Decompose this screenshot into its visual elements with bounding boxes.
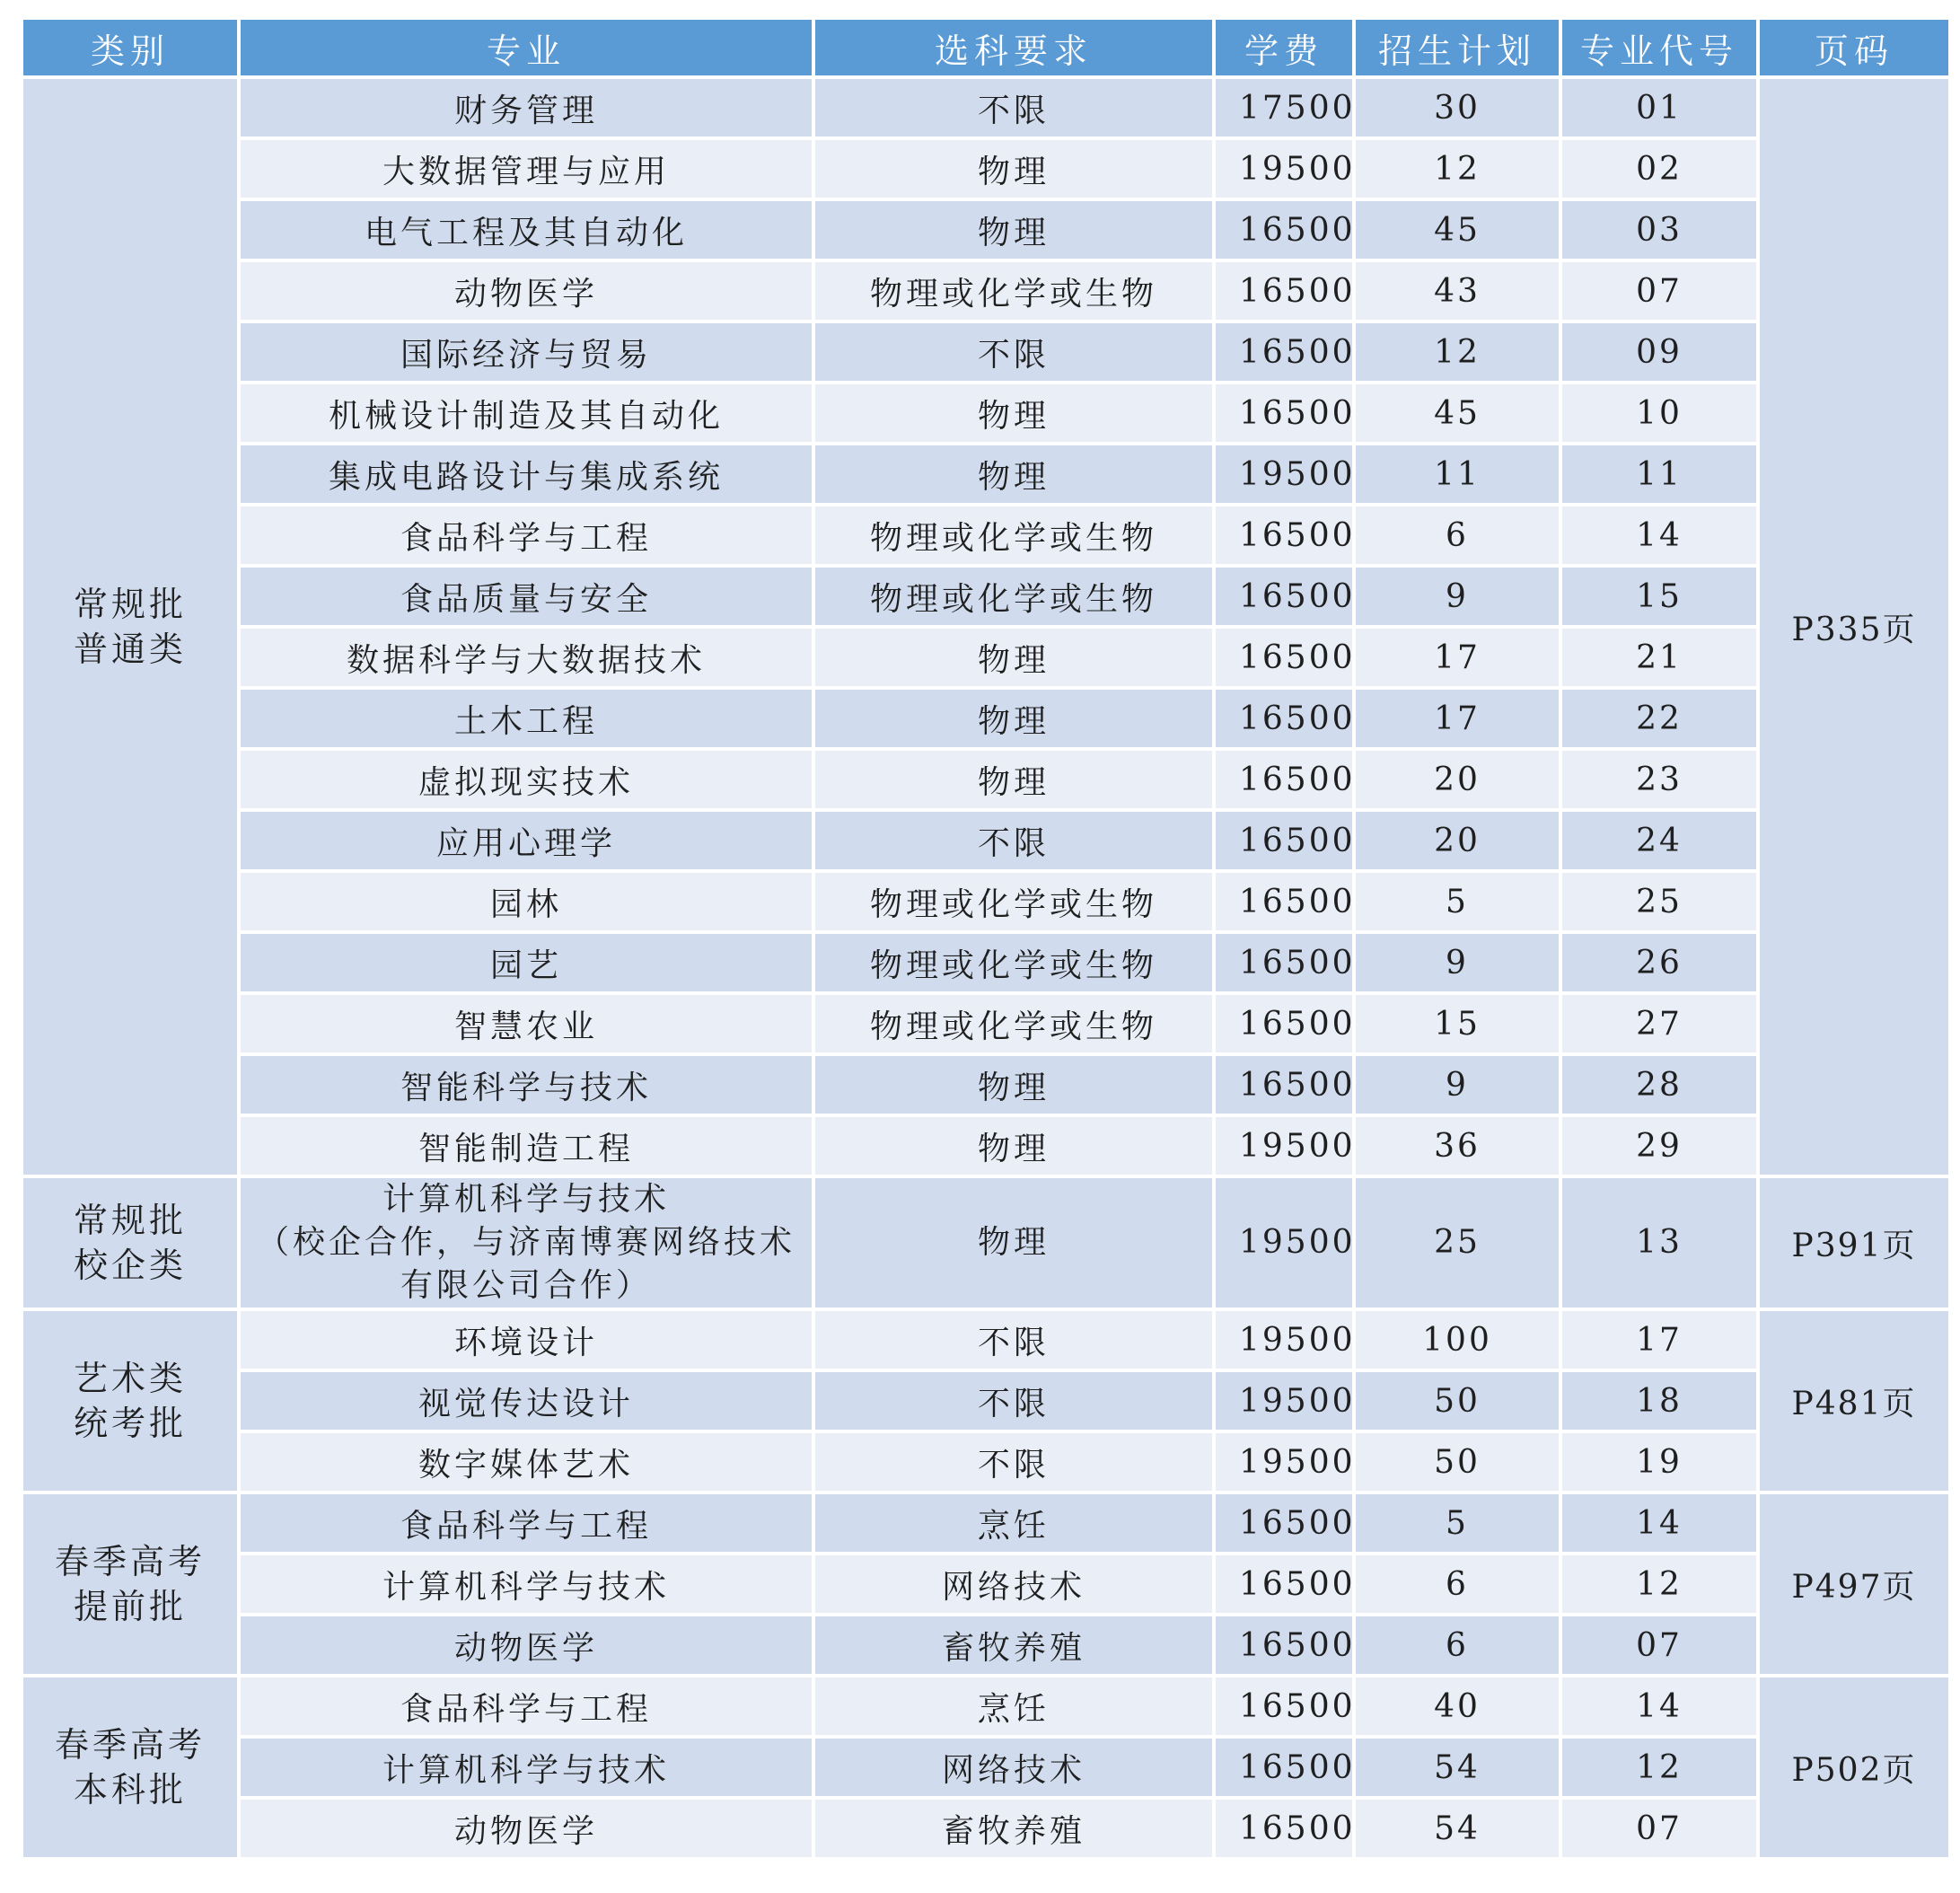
table-row <box>23 201 1948 259</box>
tuition-cell: 19500 <box>1216 140 1352 198</box>
enrollment-plan-cell: 100 <box>1356 1311 1559 1369</box>
subject-requirement-cell: 物理 <box>815 751 1212 808</box>
major-cell <box>241 201 812 259</box>
table-row <box>23 323 1948 381</box>
category-cell <box>23 1311 237 1491</box>
major-name-line: 动物医学 <box>453 1812 598 1850</box>
major-cell <box>241 812 812 869</box>
major-name-line: 智能制造工程 <box>417 1130 634 1167</box>
major-code-cell: 11 <box>1562 445 1756 503</box>
table-row <box>23 568 1948 625</box>
subject-requirement-cell: 网络技术 <box>815 1555 1212 1613</box>
page-number-cell: P335页 <box>1760 79 1948 1175</box>
major-code-cell: 14 <box>1562 506 1756 564</box>
subject-requirement-cell: 畜牧养殖 <box>815 1616 1212 1674</box>
enrollment-plan-cell: 36 <box>1356 1117 1559 1175</box>
subject-requirement-cell: 物理或化学或生物 <box>815 995 1212 1052</box>
category-label-line: 提前批 <box>73 1587 187 1626</box>
enrollment-plan-cell: 11 <box>1356 445 1559 503</box>
major-cell <box>241 140 812 198</box>
table-row <box>23 1178 1948 1307</box>
table-row <box>23 1311 1948 1369</box>
subject-requirement-cell: 不限 <box>815 323 1212 381</box>
major-name-line: 国际经济与贸易 <box>400 336 652 374</box>
major-name-line: 智能科学与技术 <box>400 1069 652 1106</box>
category-label-line: 统考批 <box>73 1404 187 1443</box>
subject-requirement-cell: 网络技术 <box>815 1739 1212 1796</box>
category-cell <box>23 1178 237 1307</box>
major-cell <box>241 1800 812 1857</box>
major-name-line: 数据科学与大数据技术 <box>346 641 706 679</box>
enrollment-plan-cell: 15 <box>1356 995 1559 1052</box>
subject-requirement-cell: 物理或化学或生物 <box>815 934 1212 991</box>
major-name-line: 集成电路设计与集成系统 <box>328 458 724 496</box>
major-code-cell: 19 <box>1562 1433 1756 1491</box>
major-code-cell: 27 <box>1562 995 1756 1052</box>
tuition-cell: 16500 <box>1216 201 1352 259</box>
enrollment-plan-cell: 9 <box>1356 934 1559 991</box>
enrollment-plan-cell: 20 <box>1356 751 1559 808</box>
major-code-cell: 02 <box>1562 140 1756 198</box>
enrollment-plan-cell: 6 <box>1356 1555 1559 1613</box>
major-name-line: 园林 <box>489 885 562 923</box>
enrollment-plan-cell: 6 <box>1356 506 1559 564</box>
major-cell <box>241 873 812 930</box>
tuition-cell: 19500 <box>1216 1433 1352 1491</box>
tuition-cell: 16500 <box>1216 323 1352 381</box>
major-code-cell: 24 <box>1562 812 1756 869</box>
subject-requirement-cell: 物理或化学或生物 <box>815 568 1212 625</box>
tuition-cell: 19500 <box>1216 1372 1352 1430</box>
table-row <box>23 1372 1948 1430</box>
tuition-cell: 16500 <box>1216 1494 1352 1552</box>
major-name-line: 土木工程 <box>453 702 598 740</box>
major-code-cell: 07 <box>1562 1800 1756 1857</box>
page-number-cell: P497页 <box>1760 1494 1948 1674</box>
major-name-line: 动物医学 <box>453 1629 598 1667</box>
table-row <box>23 1555 1948 1613</box>
enrollment-plan-cell: 5 <box>1356 873 1559 930</box>
tuition-cell: 16500 <box>1216 1677 1352 1735</box>
enrollment-plan-cell: 17 <box>1356 629 1559 686</box>
major-code-cell: 26 <box>1562 934 1756 991</box>
major-code-cell: 13 <box>1562 1178 1756 1307</box>
subject-requirement-cell: 烹饪 <box>815 1677 1212 1735</box>
category-cell <box>23 1494 237 1674</box>
enrollment-table-container <box>20 16 1948 1861</box>
tuition-cell: 19500 <box>1216 1117 1352 1175</box>
enrollment-plan-cell: 50 <box>1356 1372 1559 1430</box>
major-name-line: 有限公司合作） <box>400 1267 652 1304</box>
tuition-cell: 19500 <box>1216 1178 1352 1307</box>
table-row <box>23 79 1948 136</box>
major-name-line: 视觉传达设计 <box>417 1385 634 1422</box>
header-row <box>23 20 1948 75</box>
table-row <box>23 751 1948 808</box>
major-code-cell: 10 <box>1562 384 1756 442</box>
enrollment-plan-cell: 54 <box>1356 1800 1559 1857</box>
major-cell <box>241 568 812 625</box>
category-cell <box>23 79 237 1175</box>
major-cell <box>241 1433 812 1491</box>
tuition-cell: 16500 <box>1216 751 1352 808</box>
major-cell <box>241 629 812 686</box>
tuition-cell: 16500 <box>1216 934 1352 991</box>
major-name-line: 大数据管理与应用 <box>382 153 670 190</box>
major-code-cell: 12 <box>1562 1555 1756 1613</box>
subject-requirement-cell: 物理或化学或生物 <box>815 262 1212 320</box>
major-cell <box>241 1178 812 1307</box>
major-cell <box>241 323 812 381</box>
major-cell <box>241 1372 812 1430</box>
tuition-cell: 16500 <box>1216 812 1352 869</box>
subject-requirement-cell: 物理 <box>815 1178 1212 1307</box>
category-label-line: 春季高考 <box>54 1542 206 1581</box>
major-cell <box>241 506 812 564</box>
major-name-line: 计算机科学与技术 <box>382 1751 670 1789</box>
major-code-cell: 28 <box>1562 1056 1756 1114</box>
subject-requirement-cell: 不限 <box>815 1311 1212 1369</box>
major-code-cell: 21 <box>1562 629 1756 686</box>
major-code-cell: 14 <box>1562 1677 1756 1735</box>
major-name-line: 动物医学 <box>453 275 598 313</box>
enrollment-plan-cell: 45 <box>1356 201 1559 259</box>
tuition-cell: 16500 <box>1216 1056 1352 1114</box>
enrollment-plan-cell: 30 <box>1356 79 1559 136</box>
tuition-cell: 17500 <box>1216 79 1352 136</box>
table-row <box>23 262 1948 320</box>
subject-requirement-cell: 物理 <box>815 690 1212 747</box>
major-name-line: 计算机科学与技术 <box>382 1181 670 1218</box>
major-cell <box>241 384 812 442</box>
major-name-line: 环境设计 <box>453 1324 598 1361</box>
major-cell <box>241 262 812 320</box>
major-code-cell: 17 <box>1562 1311 1756 1369</box>
table-row <box>23 812 1948 869</box>
major-name-line: 智慧农业 <box>453 1008 598 1045</box>
major-name-line: 虚拟现实技术 <box>417 763 634 801</box>
major-cell <box>241 995 812 1052</box>
major-code-cell: 03 <box>1562 201 1756 259</box>
page-number-cell: P502页 <box>1760 1677 1948 1857</box>
major-code-cell: 09 <box>1562 323 1756 381</box>
major-cell <box>241 1117 812 1175</box>
major-cell <box>241 445 812 503</box>
major-cell <box>241 751 812 808</box>
major-name-line: 数字媒体艺术 <box>417 1446 634 1484</box>
major-name-line: 财务管理 <box>453 92 598 129</box>
header-tuition: 学费 <box>1216 20 1352 75</box>
tuition-cell: 16500 <box>1216 1739 1352 1796</box>
tuition-cell: 19500 <box>1216 1311 1352 1369</box>
tuition-cell: 16500 <box>1216 995 1352 1052</box>
table-row <box>23 690 1948 747</box>
major-code-cell: 23 <box>1562 751 1756 808</box>
major-cell <box>241 1555 812 1613</box>
header-major: 专业 <box>241 20 812 75</box>
table-row <box>23 1117 1948 1175</box>
major-name-line: 食品质量与安全 <box>400 580 652 618</box>
major-code-cell: 29 <box>1562 1117 1756 1175</box>
table-row <box>23 873 1948 930</box>
header-enrollment-plan: 招生计划 <box>1356 20 1559 75</box>
major-cell <box>241 1311 812 1369</box>
major-cell <box>241 1677 812 1735</box>
major-code-cell: 12 <box>1562 1739 1756 1796</box>
category-cell <box>23 1677 237 1857</box>
subject-requirement-cell: 物理 <box>815 201 1212 259</box>
major-code-cell: 07 <box>1562 1616 1756 1674</box>
subject-requirement-cell: 物理 <box>815 1056 1212 1114</box>
category-label-line: 本科批 <box>73 1770 187 1809</box>
table-row <box>23 1433 1948 1491</box>
page-number-cell: P481页 <box>1760 1311 1948 1491</box>
enrollment-plan-cell: 54 <box>1356 1739 1559 1796</box>
enrollment-plan-cell: 5 <box>1356 1494 1559 1552</box>
major-name-line: 食品科学与工程 <box>400 519 652 557</box>
major-code-cell: 01 <box>1562 79 1756 136</box>
major-code-cell: 14 <box>1562 1494 1756 1552</box>
subject-requirement-cell: 物理 <box>815 1117 1212 1175</box>
enrollment-plan-cell: 9 <box>1356 1056 1559 1114</box>
major-name-line: 食品科学与工程 <box>400 1690 652 1728</box>
subject-requirement-cell: 烹饪 <box>815 1494 1212 1552</box>
major-code-cell: 07 <box>1562 262 1756 320</box>
table-row <box>23 1616 1948 1674</box>
table-body <box>23 79 1948 1857</box>
major-cell <box>241 690 812 747</box>
header-major-code: 专业代号 <box>1562 20 1756 75</box>
table-row <box>23 140 1948 198</box>
table-row <box>23 1739 1948 1796</box>
subject-requirement-cell: 物理 <box>815 629 1212 686</box>
table-row <box>23 1677 1948 1735</box>
header-page-number: 页码 <box>1760 20 1948 75</box>
table-row <box>23 445 1948 503</box>
category-label-line: 艺术类 <box>73 1359 187 1398</box>
enrollment-plan-cell: 6 <box>1356 1616 1559 1674</box>
major-name-line: 机械设计制造及其自动化 <box>328 397 724 435</box>
subject-requirement-cell: 不限 <box>815 1433 1212 1491</box>
major-cell <box>241 1056 812 1114</box>
major-code-cell: 25 <box>1562 873 1756 930</box>
major-code-cell: 22 <box>1562 690 1756 747</box>
major-code-cell: 18 <box>1562 1372 1756 1430</box>
table-row <box>23 384 1948 442</box>
category-label-line: 校企类 <box>73 1246 187 1285</box>
table-row <box>23 1800 1948 1857</box>
subject-requirement-cell: 物理 <box>815 140 1212 198</box>
category-label-line: 常规批 <box>73 585 187 624</box>
tuition-cell: 16500 <box>1216 690 1352 747</box>
tuition-cell: 16500 <box>1216 1555 1352 1613</box>
enrollment-plan-cell: 43 <box>1356 262 1559 320</box>
major-code-cell: 15 <box>1562 568 1756 625</box>
table-row <box>23 1494 1948 1552</box>
major-cell <box>241 1494 812 1552</box>
table-row <box>23 995 1948 1052</box>
enrollment-plan-cell: 20 <box>1356 812 1559 869</box>
header-category: 类别 <box>23 20 237 75</box>
subject-requirement-cell: 物理或化学或生物 <box>815 506 1212 564</box>
enrollment-table <box>20 16 1952 1861</box>
table-row <box>23 1056 1948 1114</box>
enrollment-plan-cell: 12 <box>1356 140 1559 198</box>
major-name-line: 电气工程及其自动化 <box>364 214 688 251</box>
tuition-cell: 16500 <box>1216 1616 1352 1674</box>
tuition-cell: 19500 <box>1216 445 1352 503</box>
major-name-line: 应用心理学 <box>435 824 616 862</box>
major-name-line: 食品科学与工程 <box>400 1507 652 1545</box>
tuition-cell: 16500 <box>1216 384 1352 442</box>
subject-requirement-cell: 物理或化学或生物 <box>815 873 1212 930</box>
enrollment-plan-cell: 12 <box>1356 323 1559 381</box>
enrollment-plan-cell: 45 <box>1356 384 1559 442</box>
major-cell <box>241 1739 812 1796</box>
subject-requirement-cell: 不限 <box>815 79 1212 136</box>
subject-requirement-cell: 不限 <box>815 812 1212 869</box>
major-name-line: 园艺 <box>489 946 562 984</box>
major-name-line: （校企合作，与济南博赛网络技术 <box>256 1224 795 1261</box>
tuition-cell: 16500 <box>1216 873 1352 930</box>
category-label-line: 春季高考 <box>54 1725 206 1765</box>
major-cell <box>241 934 812 991</box>
subject-requirement-cell: 物理 <box>815 445 1212 503</box>
enrollment-plan-cell: 40 <box>1356 1677 1559 1735</box>
major-cell <box>241 1616 812 1674</box>
tuition-cell: 16500 <box>1216 568 1352 625</box>
table-row <box>23 934 1948 991</box>
subject-requirement-cell: 畜牧养殖 <box>815 1800 1212 1857</box>
subject-requirement-cell: 物理 <box>815 384 1212 442</box>
enrollment-plan-cell: 17 <box>1356 690 1559 747</box>
header-subject-requirement: 选科要求 <box>815 20 1212 75</box>
enrollment-plan-cell: 25 <box>1356 1178 1559 1307</box>
major-name-line: 计算机科学与技术 <box>382 1568 670 1606</box>
enrollment-plan-cell: 9 <box>1356 568 1559 625</box>
tuition-cell: 16500 <box>1216 262 1352 320</box>
table-row <box>23 506 1948 564</box>
tuition-cell: 16500 <box>1216 506 1352 564</box>
page-number-cell: P391页 <box>1760 1178 1948 1307</box>
enrollment-plan-cell: 50 <box>1356 1433 1559 1491</box>
subject-requirement-cell: 不限 <box>815 1372 1212 1430</box>
category-label-line: 普通类 <box>73 630 187 669</box>
tuition-cell: 16500 <box>1216 1800 1352 1857</box>
category-label-line: 常规批 <box>73 1201 187 1240</box>
tuition-cell: 16500 <box>1216 629 1352 686</box>
major-cell <box>241 79 812 136</box>
table-row <box>23 629 1948 686</box>
